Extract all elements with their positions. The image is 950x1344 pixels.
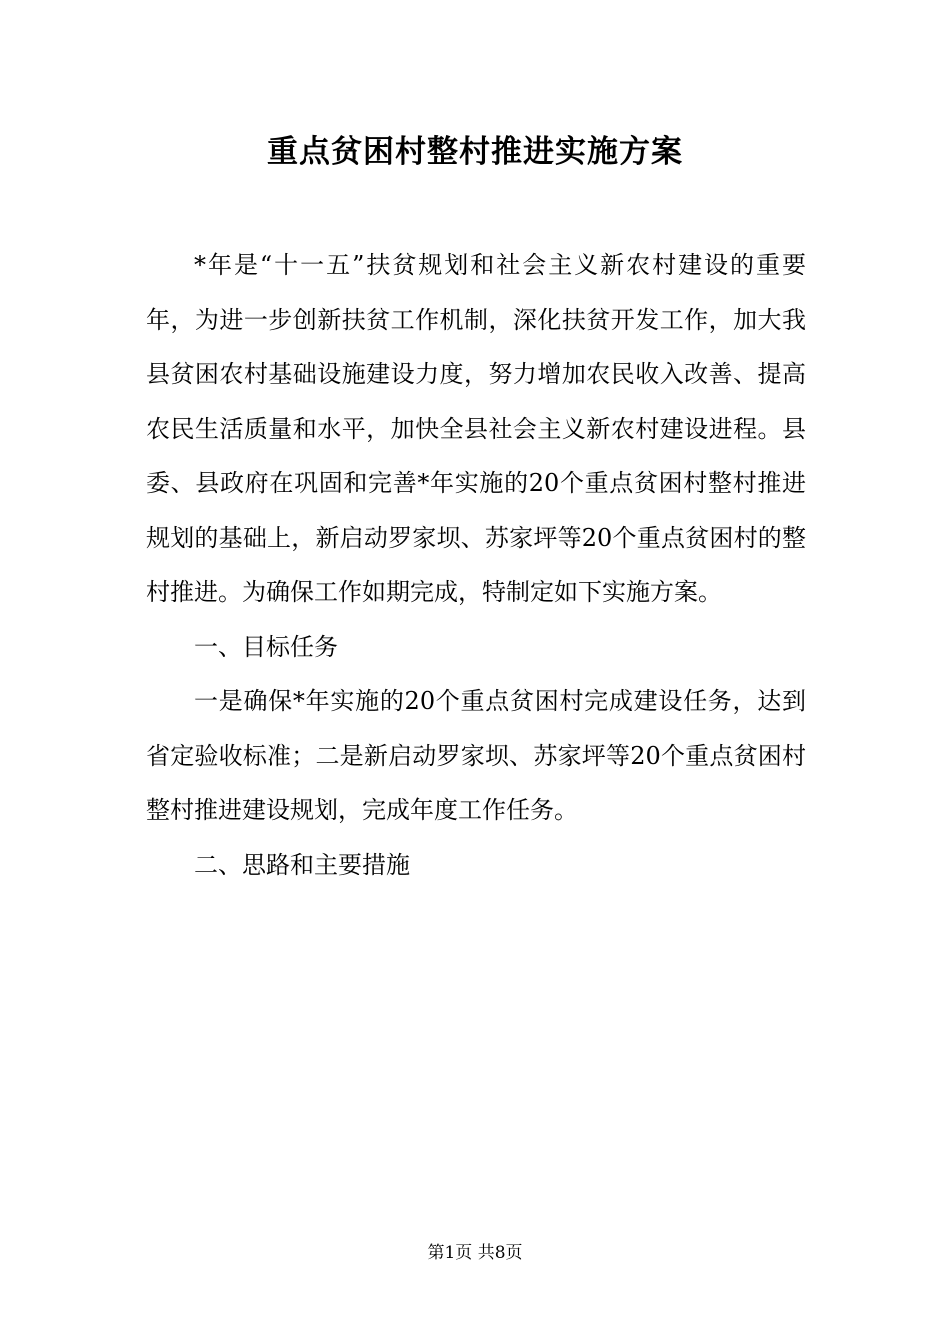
paragraph-goals: 一是确保*年实施的20个重点贫困村完成建设任务，达到省定验收标准；二是新启动罗家坝、苏家坪等20个重点贫困村整村推进建设规划，完成年度工作任务。	[146, 687, 806, 824]
page-footer: 第1页 共8页	[427, 1243, 523, 1263]
paragraph-intro: *年是“十一五”扶贫规划和社会主义新农村建设的重要年，为进一步创新扶贫工作机制，深化扶贫开发工作，加大我县贫困农村基础设施建设力度，努力增加农民收入改善、提高农民生活质量和水平，加快全县社会主义新农村建设进程。县委、县政府在巩固和完善*年实施的20个重点贫困村整村推进规划的基础上，新启动罗家坝、苏家坪等20个重点贫困村的整村推进。为确保工作如期完成，特制定如下实施方案。	[146, 251, 806, 606]
document-title: 重点贫困村整村推进实施方案	[267, 134, 683, 170]
section-heading-goals: 一、目标任务	[194, 632, 338, 661]
document-body	[146, 238, 806, 892]
section-heading-measures: 二、思路和主要措施	[194, 850, 410, 879]
